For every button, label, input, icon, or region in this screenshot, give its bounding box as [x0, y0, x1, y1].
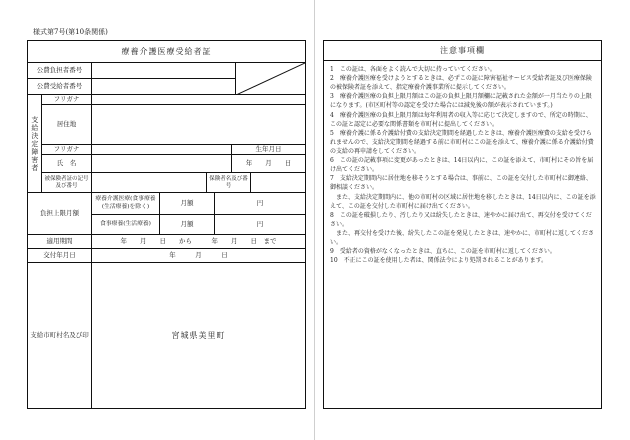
period-value: 年 月 日 から 年 月 日 まで	[92, 235, 305, 249]
insurer-label: 保険者名及び番号	[207, 173, 251, 193]
note-item-7: 7 支給決定期間内に居住地を移そうとする場合は、事前に、この証を交付した市町村に御連絡、御相談ください。	[330, 175, 592, 192]
address-label: 居住地	[42, 105, 92, 145]
note-item-1: 1 この証は、各面をよく読んで大切に持っていてください。	[330, 66, 496, 73]
meal-care-label: 食事療養(生活療養)	[92, 215, 160, 235]
certificate-title: 療養介護医療受給者証	[28, 41, 305, 63]
note-item-7b: また、支給決定期間内に、他の市町村の区域に居住地を移したときは、14日以内に、この証を添えて、この証を交付した市町村に届け出てください。	[330, 193, 596, 210]
burden-limit-label: 負担上限月額	[28, 193, 92, 235]
fold-line	[314, 0, 315, 440]
notes-title: 注意事項欄	[324, 41, 601, 61]
note-item-3: 3 療養介護医療の負担上限月額はこの証の負担上限月額欄に記載された金額が一月当たりの上限になります。(市区町村等の認定を受けた場合には減免後の額が表示されています。)	[330, 93, 592, 110]
address-value	[92, 105, 305, 145]
recipient-number-value	[92, 79, 236, 95]
insurer-value	[251, 173, 305, 193]
furigana-label: フリガナ	[42, 95, 92, 105]
payer-number-value	[92, 63, 236, 79]
issue-date-value: 年 月 日	[92, 249, 305, 263]
medical-yen-value: 円	[215, 193, 305, 215]
note-item-6: 6 この証の記載事項に変更があったときは、14日以内に、この証を添えて、市町村にその旨を届け出てください。	[330, 157, 594, 174]
decided-person-text: 支給決定障害者	[30, 115, 39, 172]
issue-date-label: 交付年月日	[28, 249, 92, 263]
note-item-9: 9 受給者の資格がなくなったときは、直ちに、この証を市町村に返してください。	[330, 248, 556, 256]
recipient-number-label: 公費受給者番号	[28, 79, 92, 95]
diagonal-strike	[236, 63, 305, 95]
note-item-8b: また、再交付を受けた後、紛失したこの証を発見したときは、速やかに、市町村に返してください。	[330, 229, 595, 247]
note-item-8: 8 この証を破損したり、汚したり又は紛失したときは、速やかに届け出て、再交付を受けてください。	[330, 211, 592, 228]
birth-date-value: 年 月 日	[232, 155, 305, 173]
name-value	[92, 155, 232, 173]
decided-person-label	[28, 95, 42, 193]
note-item-10: 10 不正にこの証を使用した者は、関係法令により処罰されることがあります。	[330, 257, 548, 265]
meal-yen-value: 円	[215, 215, 305, 235]
birth-label: 生年月日	[232, 145, 305, 155]
note-item-2: 2 療養介護医療を受けようとするときは、必ずこの証に障害福祉サービス受給者証及び医療保険の被保険者証を添えて、指定療養介護事業所に提示してください。	[330, 75, 592, 92]
note-item-5: 5 療養介護に係る介護給付費の支給決定期間を経過したときは、療養介護医療費の支給を受けられませんので、支給決定期間を経過する前に市町村にこの証を添えて、療養介護に係る介護給付費の支給の再申請をしてください。	[330, 129, 594, 155]
meal-monthly-label: 月額	[160, 215, 215, 235]
notes-list	[330, 65, 596, 265]
municipality-label: 支給市町村名及び印	[28, 263, 92, 408]
note-item-4: 4 療養介護医療の負担上限月額は毎年利用者の収入等に応じて決定しますので、所定の時期に、この証と認定に必要な関係書類を市町村に提出してください。	[330, 111, 592, 128]
notes-panel	[323, 40, 602, 409]
insured-symbol-value	[92, 173, 207, 193]
certificate-panel	[27, 40, 306, 409]
medical-monthly-label: 月額	[160, 193, 215, 215]
payer-number-label: 公費負担者番号	[28, 63, 92, 79]
furigana-value	[92, 95, 305, 105]
name-label: 氏 名	[42, 155, 92, 173]
furigana-value-2	[92, 145, 232, 155]
insured-symbol-label: 被保険者証の記号及び番号	[42, 173, 92, 193]
furigana-label-2: フリガナ	[42, 145, 92, 155]
medical-care-label: 療養介護医療(食事療養(生活療養)を除く)	[92, 193, 160, 215]
unused-diagonal-box	[236, 63, 305, 95]
municipality-value: 宮城県美里町	[171, 330, 226, 340]
period-label: 適用期間	[28, 235, 92, 249]
form-number: 様式第7号(第10条関係)	[33, 28, 108, 36]
